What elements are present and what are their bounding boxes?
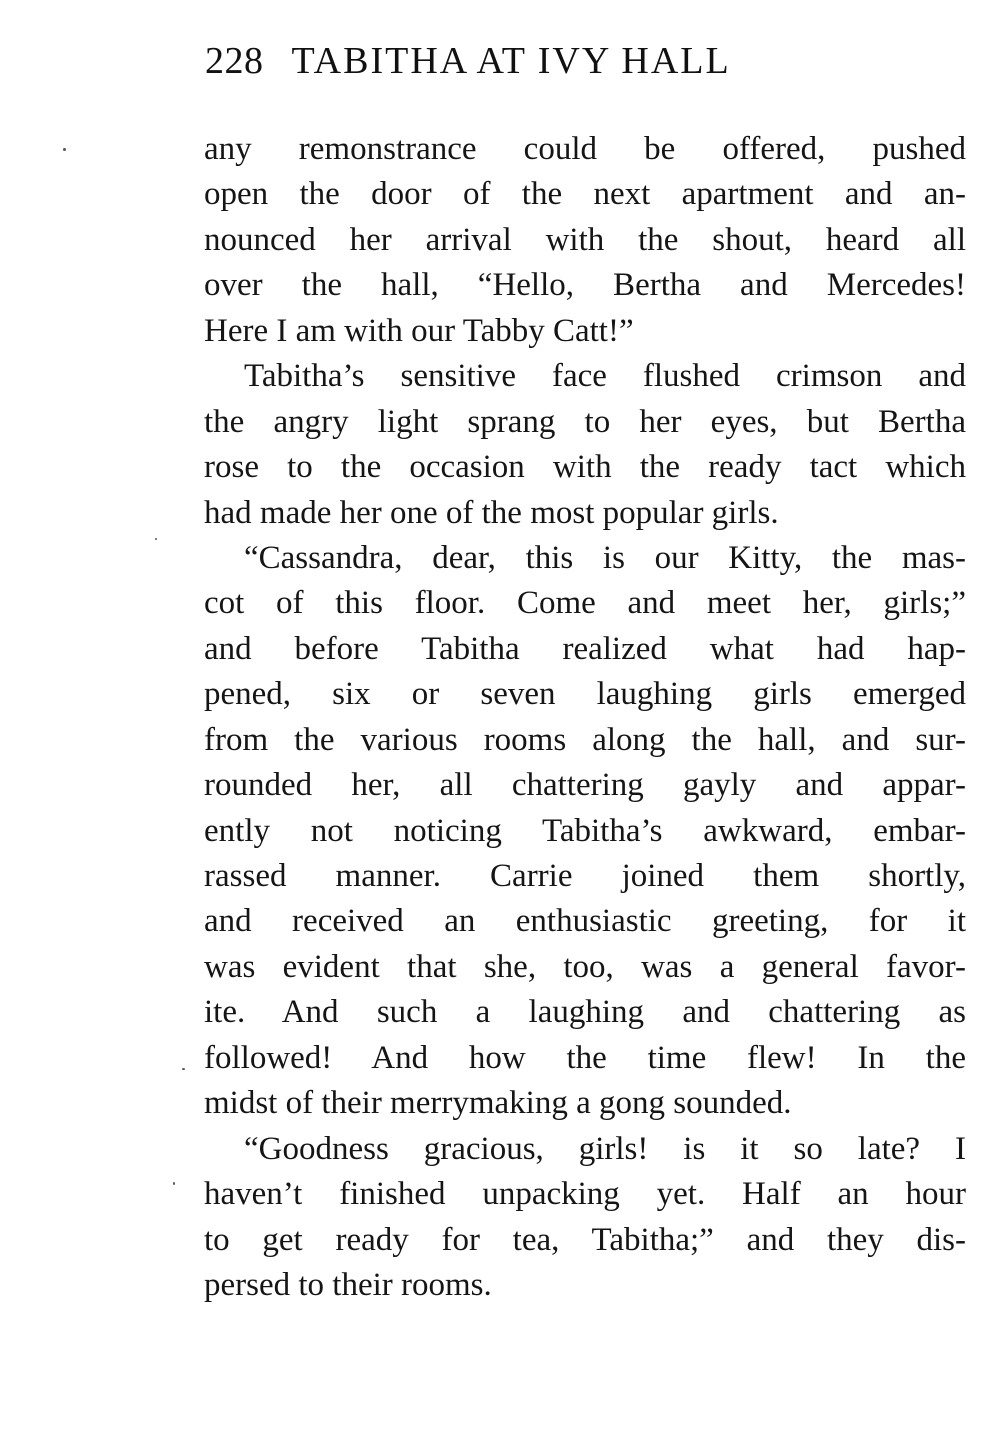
text-line: and received an enthusiastic greeting, for it: [204, 903, 966, 940]
text-line: open the door of the next apartment and an-: [204, 176, 966, 213]
text-line: ite. And such a laughing and chattering as: [204, 994, 966, 1031]
text-line: rassed manner. Carrie joined them shortly,: [204, 858, 966, 894]
text-line: “Cassandra, dear, this is our Kitty, the mas-: [244, 539, 966, 576]
text-line: persed to their rooms.: [204, 1266, 492, 1303]
scan-speck: [155, 538, 157, 540]
scan-speck: [63, 148, 66, 151]
text-line: from the various rooms along the hall, and sur-: [204, 721, 966, 758]
text-line: followed! And how the time flew! In the: [204, 1039, 966, 1076]
text-line: “Goodness gracious, girls! is it so late? I: [244, 1130, 966, 1167]
text-line: over the hall, “Hello, Bertha and Mercedes!: [204, 267, 966, 304]
text-line: nounced her arrival with the shout, heard all: [204, 221, 966, 258]
text-line: haven’t finished unpacking yet. Half an hour: [204, 1176, 966, 1213]
body-text: [204, 127, 966, 1308]
text-line: midst of their merrymaking a gong sounded.: [204, 1085, 792, 1122]
text-line: Tabitha’s sensitive face flushed crimson and: [244, 358, 966, 395]
text-line: Here I am with our Tabby Catt!”: [204, 312, 634, 349]
scan-speck: [173, 1182, 175, 1185]
text-line: any remonstrance could be offered, pushed: [204, 131, 966, 167]
text-line: pened, six or seven laughing girls emerged: [204, 676, 966, 713]
book-title: TABITHA AT IVY HALL: [291, 40, 731, 82]
text-line: to get ready for tea, Tabitha;” and they dis-: [204, 1221, 966, 1258]
text-line: had made her one of the most popular girls.: [204, 494, 779, 531]
text-line: rounded her, all chattering gayly and appar-: [204, 767, 966, 804]
scan-speck: [182, 1068, 185, 1070]
text-line: rose to the occasion with the ready tact which: [204, 449, 966, 486]
running-head: [205, 36, 865, 86]
text-line: was evident that she, too, was a general favor-: [204, 948, 966, 985]
text-line: ently not noticing Tabitha’s awkward, embar-: [204, 812, 966, 849]
page-number: 228: [205, 40, 264, 82]
text-line: cot of this floor. Come and meet her, girls;”: [204, 585, 966, 622]
text-line: and before Tabitha realized what had hap-: [204, 630, 966, 667]
text-line: the angry light sprang to her eyes, but Bertha: [204, 403, 966, 440]
